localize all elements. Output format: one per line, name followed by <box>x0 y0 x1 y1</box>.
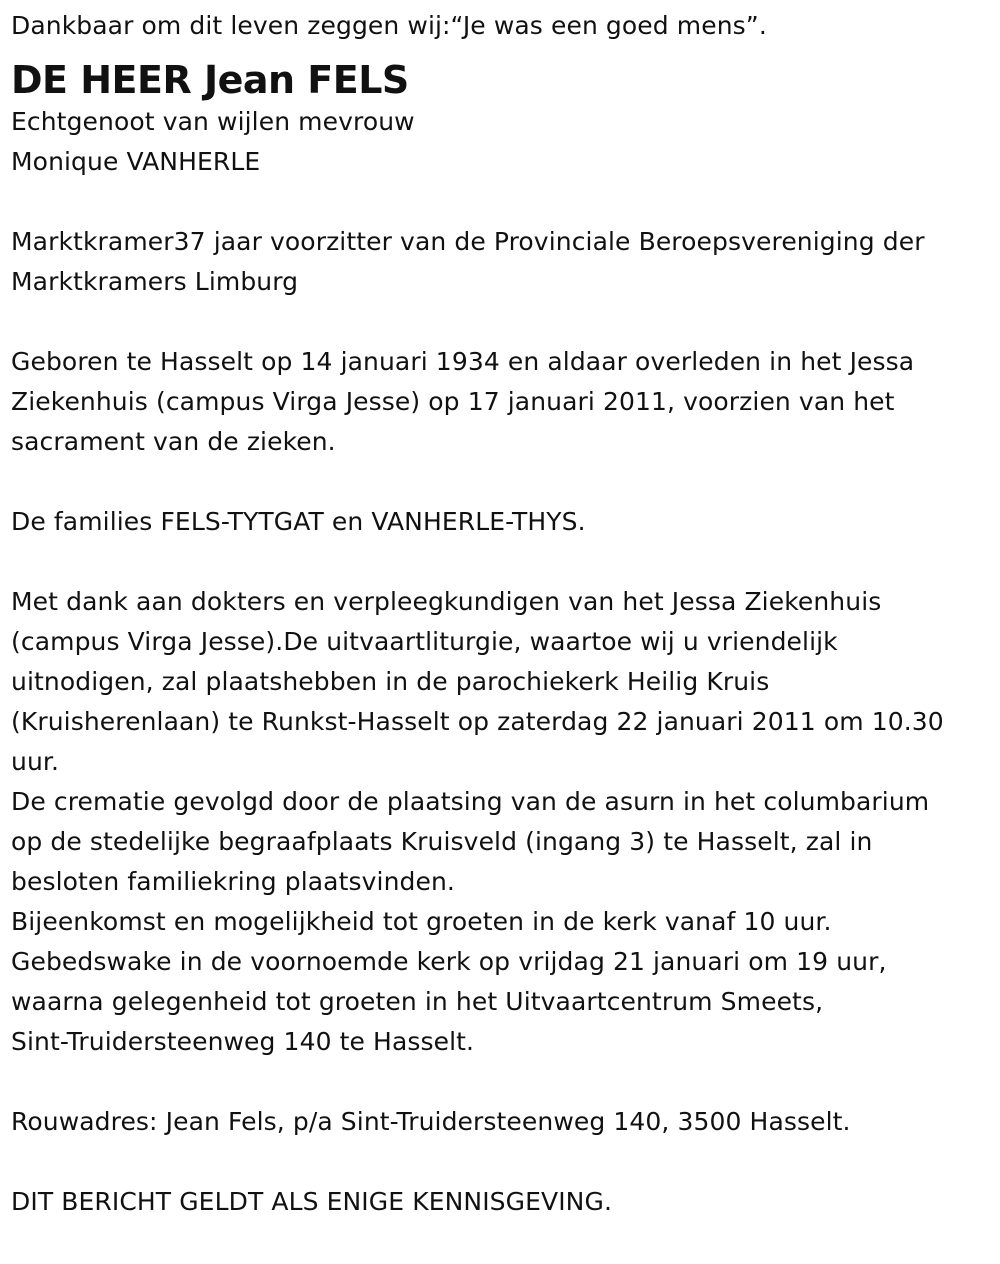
death-notice <box>11 6 991 1222</box>
spacer <box>11 182 991 222</box>
ceremony-line: waarna gelegenheid tot groeten in het Uitvaartcentrum Smeets, <box>11 987 824 1016</box>
occupation-block <box>11 222 991 302</box>
occupation-line: Marktkramer37 jaar voorzitter van de Provinciale Beroepsvereniging der <box>11 227 925 256</box>
ceremony-line: Bijeenkomst en mogelijkheid tot groeten in de kerk vanaf 10 uur. <box>11 907 832 936</box>
spacer <box>11 1062 991 1102</box>
birth-death-line: Geboren te Hasselt op 14 januari 1934 en aldaar overleden in het Jessa <box>11 347 915 376</box>
spacer <box>11 1142 991 1182</box>
mourning-address: Rouwadres: Jean Fels, p/a Sint-Truidersteenweg 140, 3500 Hasselt. <box>11 1107 851 1136</box>
ceremony-line: uitnodigen, zal plaatshebben in de parochiekerk Heilig Kruis <box>11 667 770 696</box>
ceremony-line: De crematie gevolgd door de plaatsing van de asurn in het columbarium <box>11 787 930 816</box>
families-line: De families FELS-TYTGAT en VANHERLE-THYS. <box>11 507 586 536</box>
occupation-line: Marktkramers Limburg <box>11 267 299 296</box>
spouse-block <box>11 102 991 182</box>
ceremony-line: op de stedelijke begraafplaats Kruisveld (ingang 3) te Hasselt, zal in <box>11 827 873 856</box>
ceremony-line: Sint-Truidersteenweg 140 te Hasselt. <box>11 1027 475 1056</box>
ceremony-line: besloten familiekring plaatsvinden. <box>11 867 455 896</box>
ceremony-line: Gebedswake in de voornoemde kerk op vrijdag 21 januari om 19 uur, <box>11 947 887 976</box>
deceased-name: DE HEER Jean FELS <box>11 58 409 102</box>
opening-line: Dankbaar om dit leven zeggen wij:“Je was een goed mens”. <box>11 11 767 40</box>
spacer <box>11 302 991 342</box>
spacer <box>11 542 991 582</box>
ceremony-line: Met dank aan dokters en verpleegkundigen van het Jessa Ziekenhuis <box>11 587 882 616</box>
ceremony-block <box>11 582 991 1062</box>
ceremony-line: (campus Virga Jesse).De uitvaartliturgie, waartoe wij u vriendelijk <box>11 627 838 656</box>
notice-line: DIT BERICHT GELDT ALS ENIGE KENNISGEVING. <box>11 1187 612 1216</box>
birth-death-line: Ziekenhuis (campus Virga Jesse) op 17 januari 2011, voorzien van het <box>11 387 895 416</box>
spouse-line: Echtgenoot van wijlen mevrouw <box>11 107 415 136</box>
ceremony-line: (Kruisherenlaan) te Runkst-Hasselt op zaterdag 22 januari 2011 om 10.30 <box>11 707 944 736</box>
birth-death-line: sacrament van de zieken. <box>11 427 336 456</box>
spacer <box>11 462 991 502</box>
ceremony-line: uur. <box>11 747 60 776</box>
spouse-line: Monique VANHERLE <box>11 147 261 176</box>
birth-death-block <box>11 342 991 462</box>
